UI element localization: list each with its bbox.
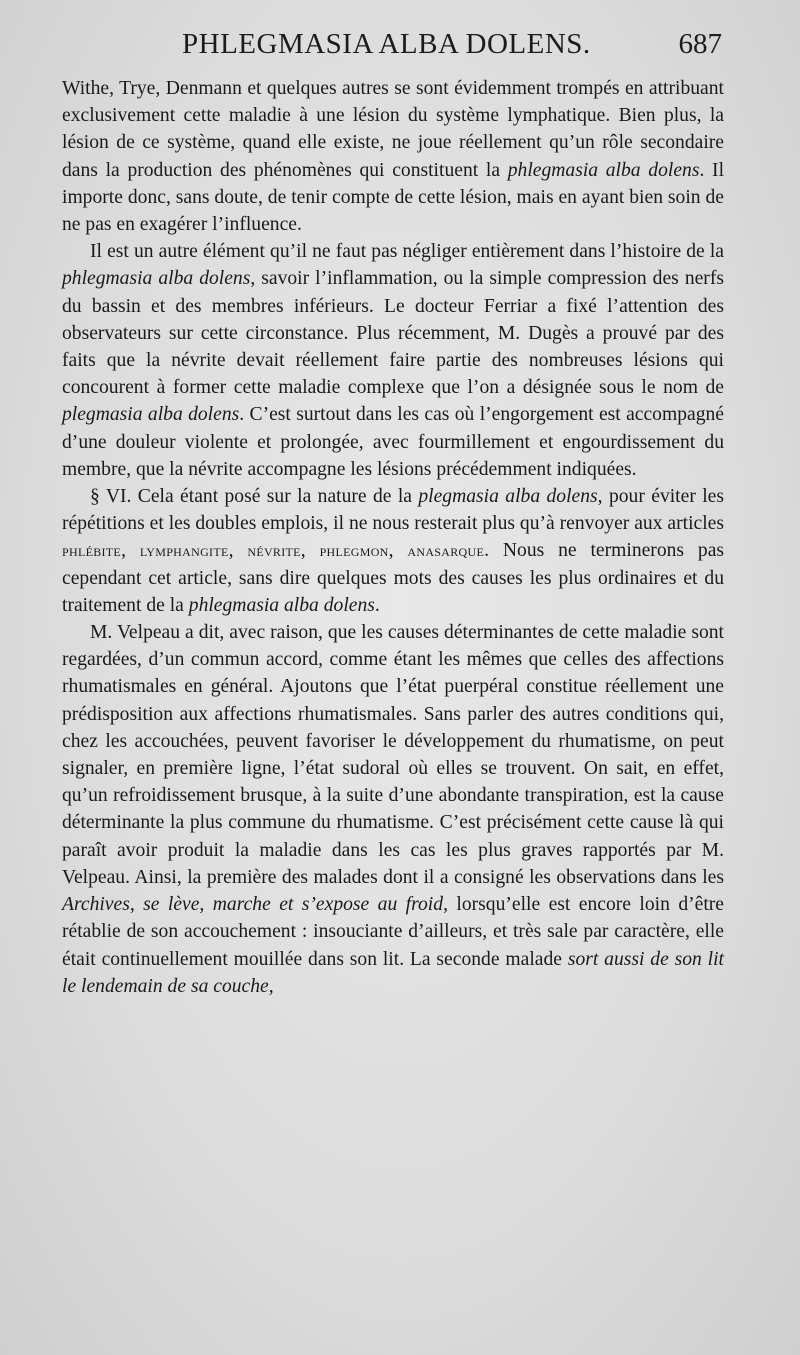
paragraph [62, 75, 724, 238]
text-segment: . C’est surtout dans les cas où l’engorgement est accompagné d’une douleur violente et prolongée, avec fourmillement et engourdissement du membre, que la névrite accompagne les lésions précédemment indiquées. [62, 404, 724, 480]
paragraph [62, 483, 724, 619]
italic-text: phlegmasia alba dolens [188, 594, 375, 616]
small-caps-text: lymphangite [139, 541, 229, 561]
small-caps-text: anasarque [407, 541, 485, 561]
text-segment: , [121, 540, 140, 562]
text-segment: , [228, 540, 248, 562]
running-title: PHLEGMASIA ALBA DOLENS. [182, 28, 591, 60]
small-caps-text: phlegmon [319, 541, 389, 561]
italic-text: se lève, marche et s’expose au froid [143, 894, 444, 916]
text-segment: M. Velpeau a dit, avec raison, que les causes déterminantes de cette maladie sont regardées, d’un commun accord, comme étant les mêmes que celles des affections rhumatismales en général. Ajoutons que l’état puerpéral constitue réellement une prédisposition aux affections rhumatismales. Sans parler des autres conditions qui, chez les accouchées, peuvent favoriser le développement du rhumatisme, on peut signaler, en première ligne, l’état sudoral où elles se trouvent. On sait, en effet, qu’un refroidissement brusque, à la suite d’une abondante transpiration, est la cause déterminante la plus commune du rhumatisme. C’est précisément cette cause là qui paraît avoir produit la maladie dans les cas les plus graves rapportés par M. Velpeau. Ainsi, la première des malades dont il a consigné les observations dans les [62, 622, 724, 888]
body-text [62, 75, 724, 1000]
text-segment: , [268, 975, 274, 997]
italic-text: plegmasia alba dolens [62, 404, 240, 426]
page-header [62, 26, 724, 62]
small-caps-text: phlébite [62, 541, 122, 561]
text-segment: Il est un autre élément qu’il ne faut pas négliger entièrement dans l’histoire de la [90, 241, 724, 263]
text-segment: , pour éviter les répétitions et les doubles emplois, il ne nous resterait plus qu’à renvoyer aux articles [62, 486, 724, 535]
italic-text: Archives [62, 894, 130, 916]
paragraph [62, 238, 724, 483]
text-segment: , savoir l’inflammation, ou la simple compression des nerfs du bassin et des membres inférieurs. Le docteur Ferriar a fixé l’attention des observateurs sur cette circonstance. Plus récemment, M. Dugès a prouvé par des faits que la névrite devait réellement faire partie des nombreuses lésions qui concourent à former cette maladie complexe que l’on a désignée sous le nom de [62, 268, 724, 399]
text-segment: . [374, 594, 380, 616]
italic-text: sort aussi de son lit le lendemain de sa couche [62, 948, 725, 997]
text-segment: Withe, Trye, Denmann et quelques autres se sont évidemment trompés en attribuant exclusivement cette maladie à une lésion du système lymphatique. Bien plus, la lésion de ce système, quand elle existe, ne joue réellement qu’un rôle secondaire dans la production des phénomènes qui constituent la [62, 78, 724, 181]
italic-text: phlegmasia alba dolens [507, 159, 700, 181]
text-segment: , [388, 540, 408, 562]
text-segment: , [300, 540, 320, 562]
italic-text: plegmasia alba dolens [418, 486, 598, 508]
text-segment: § VI. Cela étant posé sur la nature de la [90, 486, 419, 508]
paragraph [62, 619, 724, 1000]
text-segment: , lorsqu’elle est encore loin d’être rétablie de son accouchement : insouciante d’ailleurs, et très sale par caractère, elle était continuellement mouillée dans son lit. La seconde malade [62, 894, 724, 970]
text-segment: , [129, 894, 144, 916]
small-caps-text: névrite [247, 541, 301, 561]
page-number: 687 [678, 28, 722, 60]
italic-text: phlegmasia alba dolens [62, 268, 251, 290]
text-segment: . Nous ne terminerons pas cependant cet article, sans dire quelques mots des causes les plus ordinaires et du traitement de la [62, 540, 725, 616]
text-segment: . Il importe donc, sans doute, de tenir compte de cette lésion, mais en ayant bien soin de ne pas en exagérer l’influence. [62, 159, 725, 236]
